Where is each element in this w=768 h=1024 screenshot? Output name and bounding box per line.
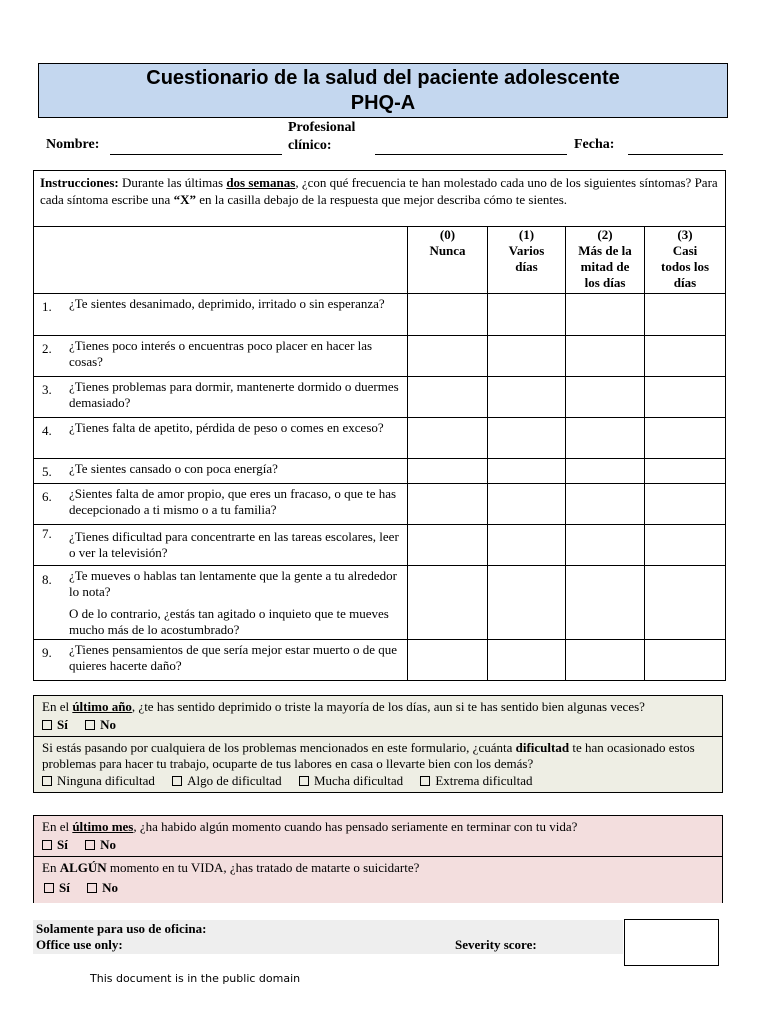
fecha-field[interactable] [628,154,723,155]
last-year-question: En el último año, ¿te has sentido deprimido o triste la mayoría de los días, aun si te has sentido bien algunas veces? Sí No [42,699,645,732]
last-month-yes[interactable]: Sí [42,837,68,853]
answer-cell[interactable] [566,377,645,418]
answer-cell[interactable] [488,484,566,525]
severity-score-box[interactable] [624,919,719,966]
last-year-no[interactable]: No [85,717,116,733]
answer-cell[interactable] [488,336,566,377]
answer-cell[interactable] [408,525,488,566]
suicide-risk-section [33,815,723,903]
answer-cell[interactable] [645,459,726,484]
answer-cell[interactable] [645,640,726,681]
answer-cell[interactable] [645,484,726,525]
title-line-1: Cuestionario de la salud del paciente adolescente [146,67,620,89]
checkbox-icon [42,840,52,850]
answer-cell[interactable] [566,484,645,525]
ever-no[interactable]: No [87,880,118,896]
answer-cell[interactable] [488,377,566,418]
severity-score-label: Severity score: [455,937,537,952]
answer-cell[interactable] [645,418,726,459]
office-use-labels: Solamente para uso de oficina: Office use only: [36,921,207,952]
question-row: 7. ¿Tienes dificultad para concentrarte en las tareas escolares, leer o ver la televisión? [34,525,726,566]
profesional-label: Profesional clínico: [288,120,356,153]
column-header-nunca: (0) Nunca [408,227,488,294]
answer-cell[interactable] [408,336,488,377]
checkbox-icon [42,776,52,786]
column-header-casi-todos: (3) Casi todos los días [645,227,726,294]
nombre-field[interactable] [110,154,282,155]
checkbox-icon [87,883,97,893]
answer-cell[interactable] [408,459,488,484]
profesional-field[interactable] [375,154,567,155]
question-row: 8. ¿Te mueves o hablas tan lentamente que la gente a tu alrededor lo nota? O de lo contrario, ¿estás tan agitado o inquieto que te mueves mucho más de lo acostumbrado? [34,566,726,640]
answer-cell[interactable] [408,377,488,418]
last-month-no[interactable]: No [85,837,116,853]
answer-cell[interactable] [645,336,726,377]
question-row: 2. ¿Tienes poco interés o encuentras poco placer en hacer las cosas? [34,336,726,377]
last-year-yes[interactable]: Sí [42,717,68,733]
instructions: Instrucciones: Durante las últimas dos semanas, ¿con qué frecuencia te han molestado cada uno de los siguientes síntomas? Para cada síntoma escribe una “X” en la casilla debajo de la respuesta que mejor describa cómo te sientes. [34,171,726,227]
answer-cell[interactable] [408,418,488,459]
answer-cell[interactable] [408,484,488,525]
answer-cell[interactable] [645,294,726,336]
answer-cell[interactable] [488,294,566,336]
difficulty-option-ninguna[interactable]: Ninguna dificultad [42,773,155,789]
question-row: 5. ¿Te sientes cansado o con poca energía? [34,459,726,484]
answer-cell[interactable] [408,566,488,640]
answer-cell[interactable] [645,525,726,566]
form-title [38,63,728,118]
checkbox-icon [44,883,54,893]
difficulty-option-extrema[interactable]: Extrema dificultad [420,773,532,789]
answer-cell[interactable] [488,566,566,640]
column-header-mas-de-la-mitad: (2) Más de la mitad de los días [566,227,645,294]
answer-cell[interactable] [566,566,645,640]
answer-cell[interactable] [408,640,488,681]
answer-cell[interactable] [566,294,645,336]
depression-year-section [33,695,723,793]
answer-cell[interactable] [488,640,566,681]
difficulty-option-algo[interactable]: Algo de dificultad [172,773,282,789]
column-header-row [34,227,726,294]
fecha-label: Fecha: [574,137,615,152]
answer-cell[interactable] [566,418,645,459]
answer-cell[interactable] [566,525,645,566]
title-line-2: PHQ-A [350,92,416,114]
answer-cell[interactable] [566,459,645,484]
difficulty-option-mucha[interactable]: Mucha dificultad [299,773,403,789]
public-domain-footer: This document is in the public domain [90,972,301,985]
question-row: 3. ¿Tienes problemas para dormir, mantenerte dormido o duermes demasiado? [34,377,726,418]
answer-cell[interactable] [488,418,566,459]
checkbox-icon [172,776,182,786]
answer-cell[interactable] [408,294,488,336]
checkbox-icon [85,720,95,730]
checkbox-icon [85,840,95,850]
checkbox-icon [42,720,52,730]
question-row: 1. ¿Te sientes desanimado, deprimido, irritado o sin esperanza? [34,294,726,336]
checkbox-icon [420,776,430,786]
symptom-table [33,170,726,681]
column-header-varios-dias: (1) Varios días [488,227,566,294]
answer-cell[interactable] [645,566,726,640]
question-row: 9. ¿Tienes pensamientos de que sería mejor estar muerto o de que quieres hacerte daño? [34,640,726,681]
ever-attempt-question: En ALGÚN momento en tu VIDA, ¿has tratado de matarte o suicidarte? Sí No [34,856,722,903]
answer-cell[interactable] [566,336,645,377]
answer-cell[interactable] [488,525,566,566]
answer-cell[interactable] [488,459,566,484]
question-row: 6. ¿Sientes falta de amor propio, que eres un fracaso, o que te has decepcionado a ti mismo o a tu familia? [34,484,726,525]
question-row: 4. ¿Tienes falta de apetito, pérdida de peso o comes en exceso? [34,418,726,459]
difficulty-question: Si estás pasando por cualquiera de los problemas mencionados en este formulario, ¿cuánta dificultad te han ocasionado estos problemas para hacer tu trabajo, ocuparte de tus labores en casa o llevarte bien con los demás? Ninguna dificultad Algo de dificultad Mucha dificultad Extrema dificultad [34,736,722,792]
answer-cell[interactable] [566,640,645,681]
nombre-label: Nombre: [46,137,100,152]
checkbox-icon [299,776,309,786]
last-month-question: En el último mes, ¿ha habido algún momento cuando has pensado seriamente en terminar con tu vida? Sí No [42,819,578,852]
answer-cell[interactable] [645,377,726,418]
ever-yes[interactable]: Sí [44,880,70,896]
